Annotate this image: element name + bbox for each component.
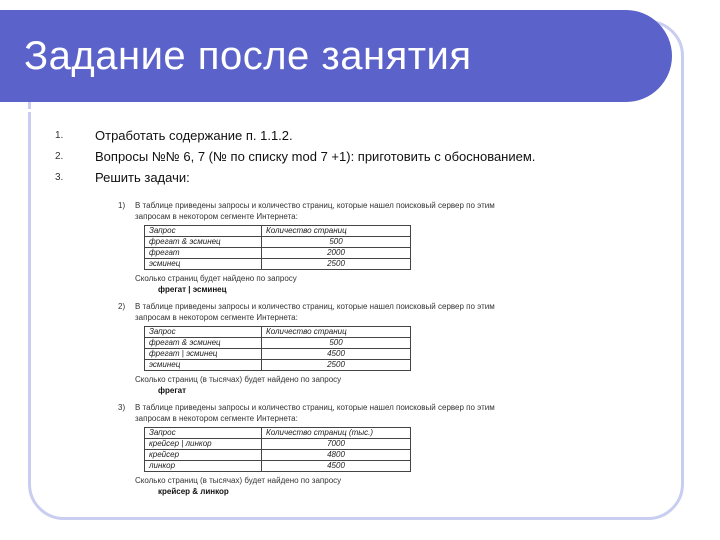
- count-cell: 2500: [262, 259, 411, 270]
- problem-intro: [118, 402, 558, 424]
- problem-query: крейсер & линкор: [158, 487, 229, 496]
- problem-intro-line: В таблице приведены запросы и количество страниц, которые нашел поисковый сервер по этим: [135, 302, 495, 311]
- problem-query: фрегат | эсминец: [158, 285, 227, 294]
- header-query: Запрос: [145, 428, 262, 439]
- problem-number: 2): [118, 302, 126, 311]
- table-header-row: [145, 226, 411, 237]
- problem-number: 3): [118, 403, 126, 412]
- problem-3: [118, 402, 558, 497]
- task-number: 3.: [55, 172, 64, 183]
- query-cell: крейсер: [145, 450, 262, 461]
- problem-query: фрегат: [158, 386, 187, 395]
- count-cell: 500: [262, 237, 411, 248]
- task-text: Решить задачи:: [95, 170, 190, 185]
- problem-intro: [118, 200, 558, 222]
- query-cell: линкор: [145, 461, 262, 472]
- count-cell: 500: [262, 338, 411, 349]
- problem-intro-line: запросам в некотором сегменте Интернета:: [135, 212, 298, 221]
- task-text: Вопросы №№ 6, 7 (№ по списку mod 7 +1): приготовить с обоснованием.: [95, 149, 536, 164]
- table-header-row: [145, 327, 411, 338]
- table-row: [145, 237, 411, 248]
- problem-intro-line: В таблице приведены запросы и количество страниц, которые нашел поисковый сервер по этим: [135, 403, 495, 412]
- table-row: [145, 349, 411, 360]
- table-row: [145, 248, 411, 259]
- query-table: [144, 427, 411, 472]
- header-count: Количество страниц (тыс.): [262, 428, 411, 439]
- problem-question: Сколько страниц (в тысячах) будет найдено по запросу: [135, 476, 342, 485]
- count-cell: 7000: [262, 439, 411, 450]
- problem-intro-line: запросам в некотором сегменте Интернета:: [135, 414, 298, 423]
- table-row: [145, 360, 411, 371]
- header-query: Запрос: [145, 226, 262, 237]
- query-cell: фрегат & эсминец: [145, 338, 262, 349]
- table-row: [145, 450, 411, 461]
- problem-2: [118, 301, 558, 396]
- count-cell: 4800: [262, 450, 411, 461]
- query-cell: фрегат: [145, 248, 262, 259]
- problem-intro-line: запросам в некотором сегменте Интернета:: [135, 313, 298, 322]
- slide-title: Задание после занятия: [24, 34, 472, 78]
- query-cell: фрегат & эсминец: [145, 237, 262, 248]
- query-cell: фрегат | эсминец: [145, 349, 262, 360]
- count-cell: 2000: [262, 248, 411, 259]
- query-table: [144, 326, 411, 371]
- task-text: Отработать содержание п. 1.1.2.: [95, 128, 293, 143]
- query-cell: крейсер | линкор: [145, 439, 262, 450]
- problems-image: [118, 200, 558, 503]
- table-row: [145, 461, 411, 472]
- problem-number: 1): [118, 201, 126, 210]
- problem-question: Сколько страниц (в тысячах) будет найдено по запросу: [135, 375, 342, 384]
- problem-question: Сколько страниц будет найдено по запросу: [135, 274, 297, 283]
- header-count: Количество страниц: [262, 327, 411, 338]
- title-bar: [0, 10, 672, 102]
- task-number: 1.: [55, 130, 64, 141]
- query-table: [144, 225, 411, 270]
- header-query: Запрос: [145, 327, 262, 338]
- problem-intro: [118, 301, 558, 323]
- table-row: [145, 338, 411, 349]
- table-row: [145, 439, 411, 450]
- count-cell: 4500: [262, 349, 411, 360]
- query-cell: эсминец: [145, 259, 262, 270]
- count-cell: 2500: [262, 360, 411, 371]
- problem-intro-line: В таблице приведены запросы и количество страниц, которые нашел поисковый сервер по этим: [135, 201, 495, 210]
- task-number: 2.: [55, 151, 64, 162]
- header-count: Количество страниц: [262, 226, 411, 237]
- problem-1: [118, 200, 558, 295]
- table-header-row: [145, 428, 411, 439]
- table-row: [145, 259, 411, 270]
- query-cell: эсминец: [145, 360, 262, 371]
- title-rule: [0, 109, 636, 112]
- count-cell: 4500: [262, 461, 411, 472]
